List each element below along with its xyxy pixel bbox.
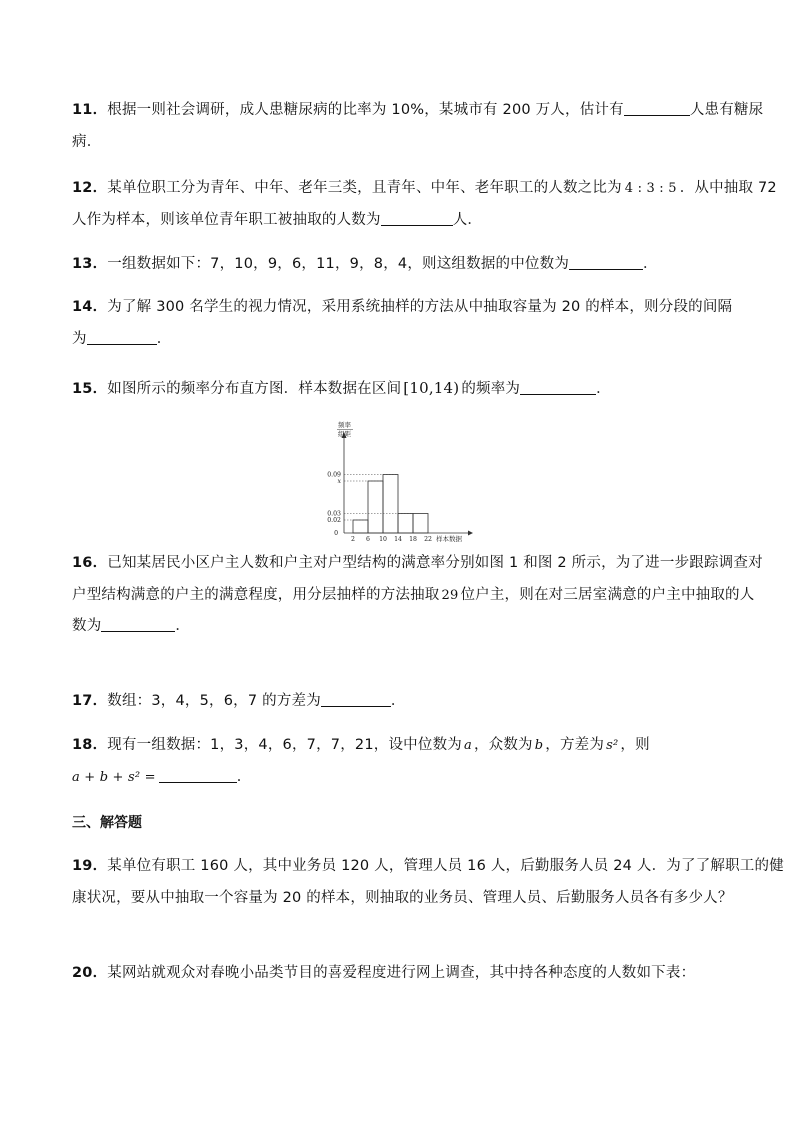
question-number: 12． [72,180,108,196]
question-text: 某单位有职工 160 人，其中业务员 120 人，管理人员 16 人，后勤服务人员 24 人．为了了解职工的健 [107,858,784,874]
question-text: 的频率为 [461,381,521,397]
question-text: ． [390,693,406,709]
x-axis-label: 样本数据 [436,535,462,543]
x-tick-label: 18 [409,536,417,543]
count-value: 29 [441,588,459,603]
question-18-cont [72,767,251,788]
histogram-bar [398,514,413,534]
question-13 [72,254,658,274]
question-text: 人． [452,212,483,228]
interval-expression: [10,14) [403,379,460,397]
question-text: 数为 [72,618,102,634]
question-text: 数组：3，4，5，6，7 的方差为 [107,693,321,709]
question-number: 16． [72,555,108,571]
answer-blank[interactable] [381,211,453,226]
y-tick-label: 0.03 [327,510,341,518]
question-text: 如图所示的频率分布直方图．样本数据在区间 [107,381,402,397]
answer-blank[interactable] [159,768,237,783]
question-text: 现有一组数据：1，3，4，6，7，7，21，设中位数为 [107,737,462,753]
x-tick-label: 10 [379,536,387,543]
question-19 [72,856,784,876]
sum-expression: a + b + s² = [72,770,156,785]
histogram-bar [413,514,428,534]
question-text: 病． [72,134,102,150]
question-11 [72,100,763,120]
answer-blank[interactable] [87,330,157,345]
question-text: 根据一则社会调研，成人患糖尿病的比率为 10%，某城市有 200 万人，估计有 [107,102,624,118]
origin-label: 0 [334,530,338,537]
question-14 [72,297,732,317]
histogram-bar [353,520,368,533]
y-tick-label: x [337,478,341,486]
x-tick-label: 14 [394,536,402,543]
question-12-cont [72,210,482,230]
answer-blank[interactable] [569,255,643,270]
x-tick-label: 6 [366,536,370,543]
question-text: ．从中抽取 72 [679,180,777,196]
question-text: 为了解 300 名学生的视力情况，采用系统抽样的方法从中抽取容量为 20 的样本，则分段的间隔 [107,299,733,315]
answer-blank[interactable] [321,692,391,707]
section-heading: 三、解答题 [72,815,142,831]
x-tick-label: 22 [424,536,432,543]
question-16-cont2 [72,616,190,636]
question-text: ． [596,381,611,397]
question-text: 为 [72,331,87,347]
x-axis-arrow [468,531,473,536]
question-text: 某单位职工分为青年、中年、老年三类，且青年、中年、老年职工的人数之比为 [107,180,622,196]
question-text: 已知某居民小区户主人数和户主对户型结构的满意率分别如图 1 和图 2 所示，为了进一步跟踪调查对 [107,555,763,571]
question-19-cont [72,888,733,908]
y-axis-label: 组距 [338,430,351,438]
question-text: ． [175,618,191,634]
question-text: 户型结构满意的户主的满意程度，用分层抽样的方法抽取 [72,587,440,603]
question-number: 15． [72,381,108,397]
question-text: ，众数为 [473,737,533,753]
variable-a: a [463,738,472,753]
question-17 [72,691,406,711]
x-tick-label: 2 [351,536,355,543]
frequency-histogram [318,420,478,544]
question-text: ． [643,256,658,272]
question-text: 人作为样本，则该单位青年职工被抽取的人数为 [72,212,381,228]
y-axis-label: 频率 [338,421,351,429]
question-text: 一组数据如下：7，10，9，6，11，9，8，4，则这组数据的中位数为 [107,256,570,272]
question-number: 18． [72,737,108,753]
variable-b: b [534,738,544,753]
question-12 [72,178,777,199]
question-14-cont [72,329,171,349]
y-tick-label: 0.02 [327,517,341,525]
question-number: 19． [72,858,108,874]
answer-blank[interactable] [101,617,175,632]
histogram-bar [368,481,383,533]
answer-blank[interactable] [624,101,690,116]
y-tick-label: 0.09 [327,471,341,479]
question-number: 14． [72,299,108,315]
question-number: 17． [72,693,108,709]
question-number: 13． [72,256,108,272]
question-text: ． [156,331,172,347]
question-number: 11． [72,102,108,118]
question-18 [72,735,650,756]
question-20 [72,963,695,983]
question-text: ，则 [620,737,650,753]
question-16 [72,553,763,573]
question-text: 康状况，要从中抽取一个容量为 20 的样本，则抽取的业务员、管理人员、后勤服务人员各有多少人？ [72,890,733,906]
variable-s2: s² [606,738,619,753]
question-16-cont [72,585,754,606]
question-text: 人患有糖尿 [689,102,764,118]
answer-blank[interactable] [520,380,596,395]
histogram-bar [383,475,398,534]
question-number: 20． [72,965,108,981]
question-text: 某网站就观众对春晚小品类节目的喜爱程度进行网上调查，其中持各种态度的人数如下表： [107,965,696,981]
question-11-cont [72,132,101,152]
question-text: 位户主，则在对三居室满意的户主中抽取的人 [460,587,755,603]
ratio-expression: 4 : 3 : 5 [624,181,677,196]
question-15 [72,378,611,399]
question-text: ． [236,769,252,785]
question-text: ，方差为 [545,737,605,753]
